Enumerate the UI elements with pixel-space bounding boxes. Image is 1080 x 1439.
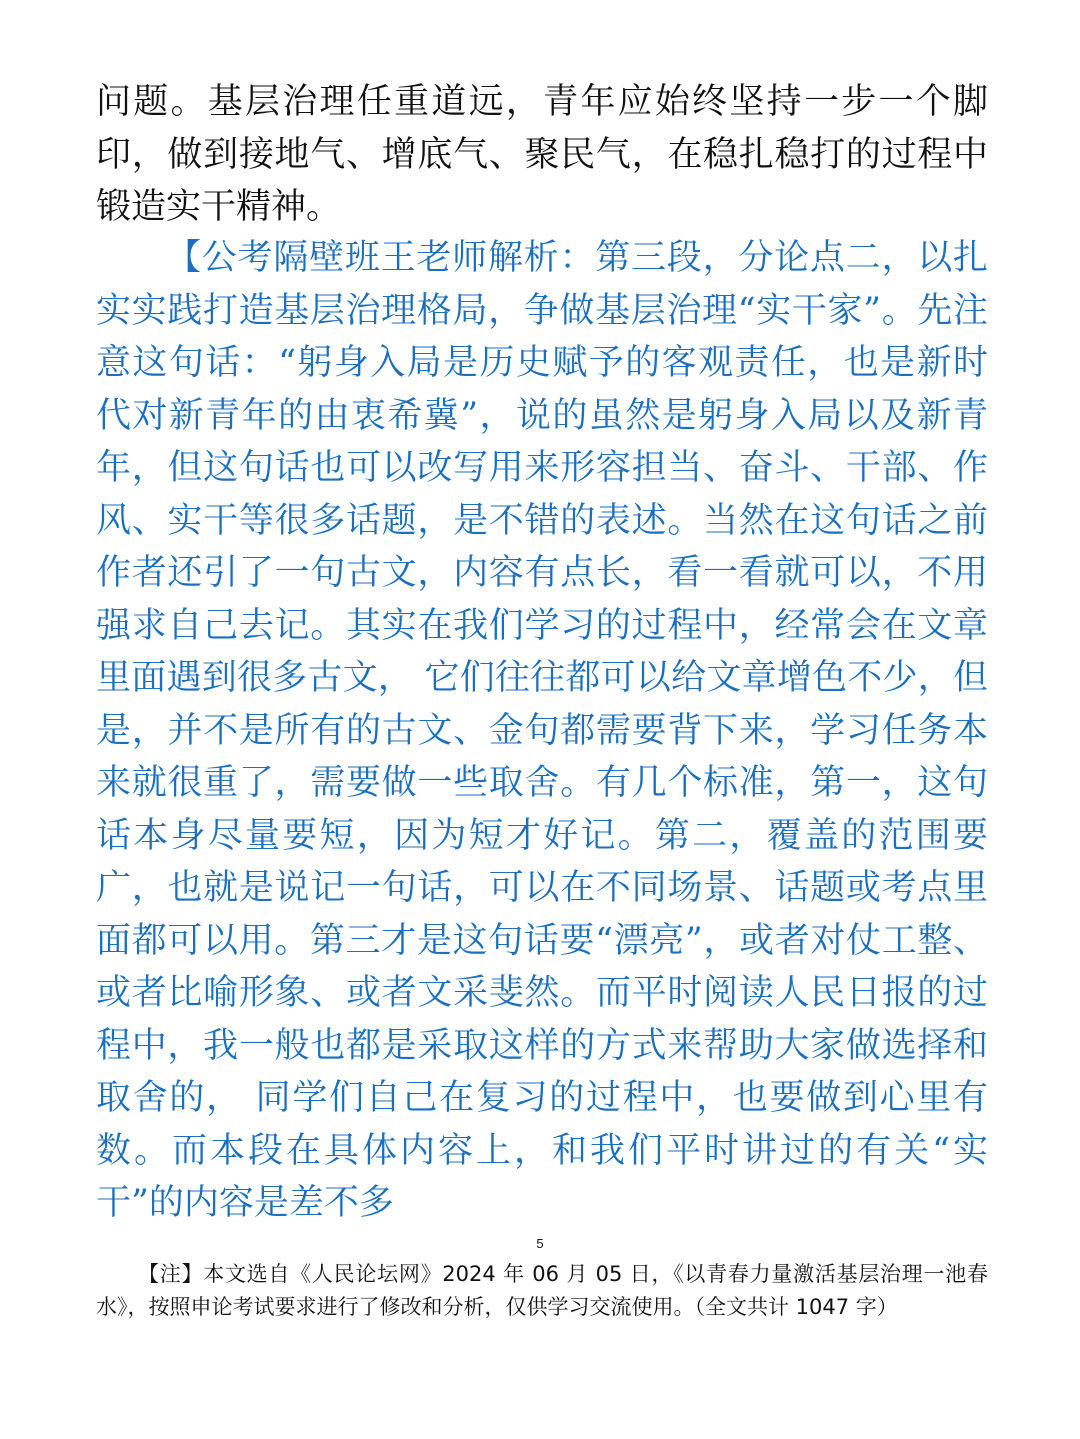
analysis-paragraph: 【公考隔壁班王老师解析：第三段，分论点二，以扎实实践打造基层治理格局，争做基层治理“实干家”。先注意这句话：“躬身入局是历史赋予的客观责任，也是新时代对新青年的由衷希冀”，说的虽然是躬身入局以及新青年，但这句话也可以改写用来形容担当、奋斗、干部、作风、实干等很多话题，是不错的表述。当然在这句话之前作者还引了一句古文，内容有点长，看一看就可以，不用强求自己去记。其实在我们学习的过程中，经常会在文章里面遇到很多古文， 它们往往都可以给文章增色不少，但是，并不是所有的古文、金句都需要背下来，学习任务本来就很重了，需要做一些取舍。有几个标准，第一，这句话本身尽量要短，因为短才好记。第二，覆盖的范围要广，也就是说记一句话，可以在不同场景、话题或考点里面都可以用。第三才是这句话要“漂亮”，或者对仗工整、或者比喻形象、或者文采斐然。而平时阅读人民日报的过程中，我一般也都是采取这样的方式来帮助大家做选择和取舍的， 同学们自己在复习的过程中，也要做到心里有数。而本段在具体内容上，和我们平时讲过的有关“实干”的内容是差不多 [96,238,988,1223]
footnote: 【注】本文选自《人民论坛网》2024 年 06 月 05 日，《以青春力量激活基层治理一池春水》，按照申论考试要求进行了修改和分析，仅供学习交流使用。（全文共计 1047 字） [96,1262,988,1319]
body-paragraph: 问题。基层治理任重道远，青年应始终坚持一步一个脚印，做到接地气、增底气、聚民气，在稳扎稳打的过程中锻造实干精神。 [96,82,988,227]
page-number: 5 [536,1236,544,1251]
